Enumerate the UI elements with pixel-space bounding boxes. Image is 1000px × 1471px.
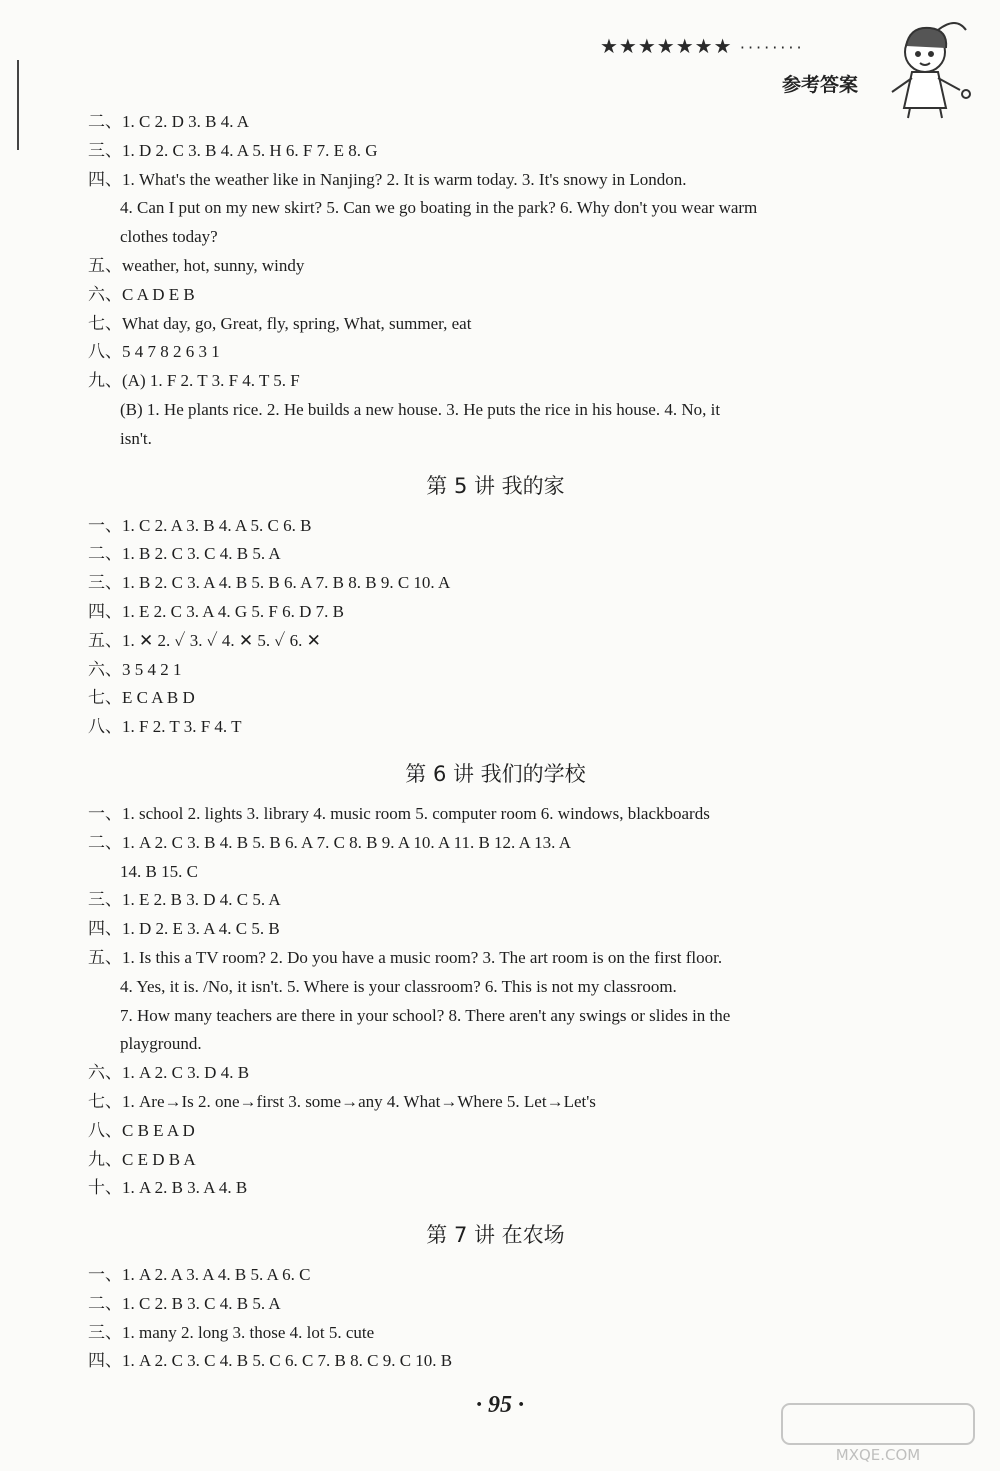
answer-line: 四、1. What's the weather like in Nanjing? 2. It is warm today. 3. It's snowy in London. — [88, 169, 687, 189]
answer-line: 四、1. D 2. E 3. A 4. C 5. B — [88, 919, 280, 939]
answer-line: 三、1. E 2. B 3. D 4. C 5. A — [88, 890, 281, 910]
answer-line: 14. B 15. C — [120, 861, 198, 881]
answer-line: 二、1. B 2. C 3. C 4. B 5. A — [88, 544, 281, 564]
answer-line: 七、1. Are→Is 2. one→first 3. some→any 4. What→Where 5. Let→Let's — [88, 1091, 596, 1111]
page-header — [600, 28, 960, 118]
answer-line: clothes today? — [120, 227, 218, 247]
answer-line: 四、1. E 2. C 3. A 4. G 5. F 6. D 7. B — [88, 601, 344, 621]
section-7 — [88, 1261, 903, 1376]
answer-line: 二、1. C 2. D 3. B 4. A — [88, 112, 250, 131]
answer-line: 一、1. A 2. A 3. A 4. B 5. A 6. C — [88, 1265, 311, 1285]
section-title-7: 第 7 讲 在农场 — [426, 1223, 565, 1248]
answer-line: 六、C A D E B — [88, 284, 195, 304]
mascot-girl-icon — [870, 12, 980, 122]
answer-line: playground. — [120, 1034, 202, 1054]
answer-line: 六、3 5 4 2 1 — [88, 659, 182, 679]
answer-line: 八、1. F 2. T 3. F 4. T — [88, 717, 242, 737]
answer-line: 八、C B E A D — [88, 1120, 195, 1140]
watermark-text: MXQE.COM — [835, 1446, 921, 1464]
answer-line: 七、E C A B D — [88, 688, 195, 708]
block-unit4-tail — [88, 108, 903, 454]
header-stars — [600, 34, 805, 58]
answer-line: 三、1. D 2. C 3. B 4. A 5. H 6. F 7. E 8. G — [88, 140, 378, 160]
dots-text: ········ — [739, 38, 805, 57]
page-number: · 95 · — [476, 1392, 524, 1418]
stars-text: ★★★★★★★ — [600, 34, 733, 58]
answer-line: 七、What day, go, Great, fly, spring, What, summer, eat — [88, 313, 472, 333]
answer-line: 一、1. C 2. A 3. B 4. A 5. C 6. B — [88, 515, 312, 535]
answer-line: 二、1. C 2. B 3. C 4. B 5. A — [88, 1293, 281, 1313]
answer-line: (B) 1. He plants rice. 2. He builds a new house. 3. He puts the rice in his house. 4. No, it — [120, 399, 721, 419]
answer-line: 四、1. A 2. C 3. C 4. B 5. C 6. C 7. B 8. C 9. C 10. B — [88, 1351, 453, 1371]
header-title: 参考答案 — [782, 74, 859, 96]
section-5 — [88, 512, 903, 742]
answer-line: 五、1. Is this a TV room? 2. Do you have a music room? 3. The art room is on the first floor. — [88, 947, 723, 967]
answer-line: 五、weather, hot, sunny, windy — [88, 255, 305, 275]
answer-line: 八、5 4 7 8 2 6 3 1 — [88, 342, 220, 362]
watermark-logo-icon — [778, 1400, 978, 1466]
answer-line: 九、C E D B A — [88, 1149, 196, 1169]
answer-line: 十、1. A 2. B 3. A 4. B — [88, 1178, 248, 1198]
answer-line: 三、1. B 2. C 3. A 4. B 5. B 6. A 7. B 8. B 9. C 10. A — [88, 573, 451, 593]
section-title-6: 第 6 讲 我们的学校 — [405, 761, 586, 786]
answer-line: 三、1. many 2. long 3. those 4. lot 5. cute — [88, 1322, 375, 1342]
margin-line — [17, 60, 19, 150]
answer-line: 一、1. school 2. lights 3. library 4. music room 5. computer room 6. windows, blackboards — [88, 803, 710, 823]
answer-content — [88, 108, 903, 1376]
answer-line: 4. Yes, it is. /No, it isn't. 5. Where is your classroom? 6. This is not my classroom. — [120, 976, 677, 996]
section-title-5: 第 5 讲 我的家 — [426, 473, 565, 498]
section-6 — [88, 800, 903, 1203]
answer-line: isn't. — [120, 428, 152, 448]
answer-line: 二、1. A 2. C 3. B 4. B 5. B 6. A 7. C 8. B 9. A 10. A 11. B 12. A 13. A — [88, 832, 572, 852]
answer-line: 九、(A) 1. F 2. T 3. F 4. T 5. F — [88, 371, 300, 391]
answer-line: 五、1. ✕ 2. ✓ 3. ✓ 4. ✕ 5. ✓ 6. ✕ — [88, 630, 321, 650]
answer-line: 7. How many teachers are there in your school? 8. There aren't any swings or slides in the — [120, 1005, 731, 1025]
answer-line: 4. Can I put on my new skirt? 5. Can we go boating in the park? 6. Why don't you wear warm — [120, 198, 758, 218]
answer-line: 六、1. A 2. C 3. D 4. B — [88, 1063, 250, 1083]
